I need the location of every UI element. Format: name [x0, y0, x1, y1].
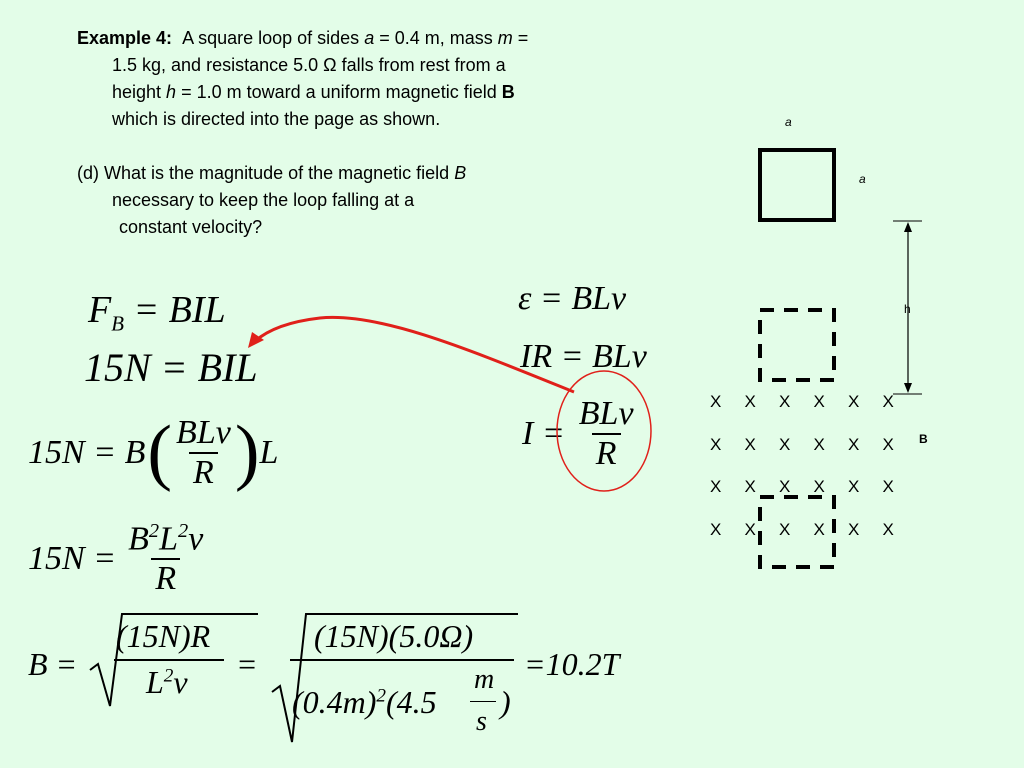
- example-title: Example 4:: [77, 28, 173, 48]
- eq5-lhs: B =: [28, 646, 78, 682]
- variable-h: h: [166, 82, 177, 102]
- eq3-tail: L: [259, 433, 279, 471]
- units-numerator: m: [474, 664, 495, 695]
- fraction-denominator: R: [189, 452, 218, 492]
- den-exp: 2: [376, 685, 387, 707]
- problem-text: A square loop of sides: [182, 28, 365, 48]
- den-close: ): [500, 684, 511, 720]
- field-x-mark: X: [744, 434, 756, 454]
- field-x-mark: X: [848, 434, 860, 454]
- field-x-mark: X: [848, 519, 860, 539]
- units-denominator: s: [476, 706, 487, 737]
- field-x-mark: X: [710, 519, 722, 539]
- arrow-down-icon: [904, 383, 912, 393]
- field-x-mark: X: [779, 477, 791, 496]
- num-v: v: [188, 520, 204, 558]
- arrow-up-icon: [904, 222, 912, 232]
- num-B: B: [128, 520, 149, 558]
- field-x-mark: X: [710, 392, 722, 411]
- field-x-mark: X: [710, 434, 722, 454]
- force-rhs: = BIL: [133, 289, 226, 331]
- problem-line-4: which is directed into the page as shown.: [112, 109, 441, 129]
- field-x-mark: X: [744, 392, 756, 411]
- question-line-2: necessary to keep the loop falling at a: [112, 190, 415, 210]
- problem-text: height: [112, 82, 167, 102]
- loop-entering: [760, 310, 834, 380]
- result-value: =10.2T: [524, 646, 620, 682]
- den-v: v: [173, 664, 188, 700]
- field-x-mark: X: [813, 392, 825, 411]
- label-field-B: B: [919, 432, 928, 446]
- problem-line-2: 1.5 kg, and resistance 5.0 Ω falls from rest from a: [112, 55, 506, 75]
- variable-B: B: [454, 163, 467, 183]
- radical-2-numerator: (15N)(5.0Ω): [314, 618, 474, 654]
- eq3-lhs: 15N = B: [28, 433, 146, 471]
- variable-m: m: [497, 28, 513, 48]
- field-x-mark: X: [882, 434, 894, 454]
- field-x-mark: X: [744, 477, 756, 496]
- field-x-mark: X: [813, 434, 825, 454]
- field-x-mark: X: [779, 392, 791, 411]
- field-x-mark: X: [882, 392, 894, 411]
- field-x-mark: X: [848, 477, 860, 496]
- field-x-mark: X: [848, 392, 860, 411]
- magnetic-field-grid: [710, 392, 900, 552]
- variable-B: B: [501, 82, 515, 102]
- den-exp: 2: [163, 665, 174, 687]
- label-height: h: [904, 302, 911, 316]
- field-x-mark: X: [813, 477, 825, 496]
- field-x-mark: X: [710, 477, 722, 496]
- label-side-right: a: [859, 172, 866, 186]
- field-x-mark: X: [744, 519, 756, 539]
- num-L: L: [159, 520, 179, 558]
- equation-emf: ε = BLv: [518, 280, 627, 317]
- current-lhs: I =: [522, 415, 565, 452]
- equals-sign: =: [236, 646, 258, 682]
- eq4-lhs: 15N =: [28, 540, 117, 578]
- problem-text: =: [512, 28, 529, 48]
- fraction-denominator: R: [592, 433, 621, 473]
- paren-left: (: [147, 411, 173, 493]
- question-line-3: constant velocity?: [119, 217, 263, 237]
- exp: 2: [148, 520, 160, 542]
- label-side-top: a: [785, 115, 792, 129]
- field-x-mark: X: [882, 519, 894, 539]
- fraction-denominator: R: [151, 558, 180, 598]
- radical-1-numerator: (15N)R: [116, 618, 211, 654]
- fraction-numerator: BLv: [578, 395, 634, 432]
- den-a: (0.4m): [292, 684, 377, 720]
- field-x-mark: X: [813, 519, 825, 539]
- force-symbol: F: [88, 289, 112, 331]
- question-text: (d) What is the magnitude of the magnetic field: [77, 163, 455, 183]
- problem-text: = 1.0 m toward a uniform magnetic field: [176, 82, 502, 102]
- problem-text: = 0.4 m, mass: [374, 28, 498, 48]
- equation-force-value: 15N = BIL: [84, 345, 258, 390]
- equation-ohm: IR = BLv: [520, 338, 647, 375]
- den-b: (4.5: [386, 684, 437, 720]
- exp: 2: [178, 520, 189, 542]
- field-x-mark: X: [882, 477, 894, 496]
- field-x-mark: X: [779, 519, 791, 539]
- force-subscript: B: [111, 311, 124, 336]
- variable-a: a: [364, 28, 375, 48]
- den-L: L: [146, 664, 164, 700]
- paren-right: ): [234, 411, 260, 493]
- field-x-mark: X: [779, 434, 791, 454]
- fraction-numerator: BLv: [176, 413, 231, 451]
- loop-initial: [760, 150, 834, 220]
